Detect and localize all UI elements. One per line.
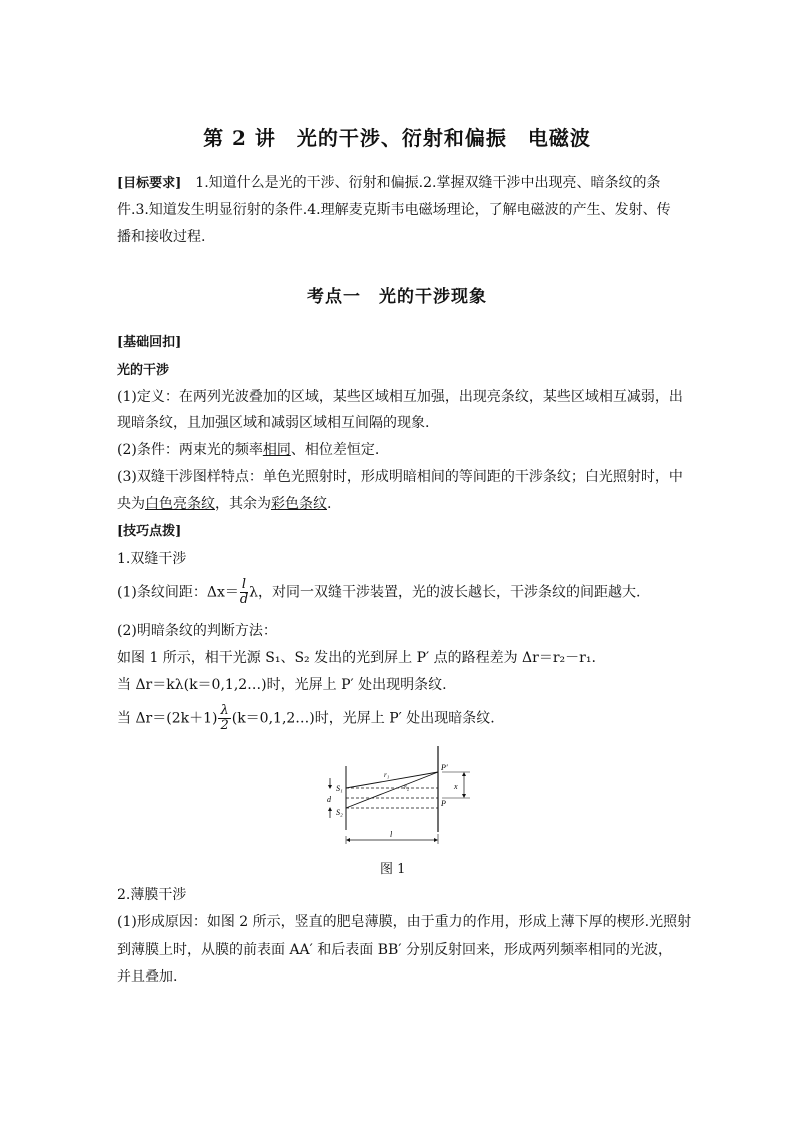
skills-tag: [技巧点拨] (117, 524, 182, 539)
d-arrowhead-bottom (328, 807, 332, 811)
judge-method-line: (2)明暗条纹的判断方法： (117, 623, 277, 639)
learning-objectives (117, 170, 682, 251)
condition-rest: 、相位差恒定. (290, 442, 380, 458)
objectives-tag: [目标要求] (117, 176, 182, 191)
label-p: P (441, 799, 446, 808)
definition-line-1: (1)定义：在两列光波叠加的区域，某些区域相互加强，出现亮条纹，某些区域相互减弱，出 (117, 389, 683, 405)
double-slit-diagram (318, 744, 490, 846)
condition-text: (2)条件：两束光的频率 (117, 442, 263, 458)
l-arrowhead-right (434, 838, 438, 842)
ray-r2 (346, 772, 438, 808)
spacing-text-a: (1)条纹间距：Δx＝ (117, 584, 239, 601)
dark-text-b: (k＝0,1,2…)时，光屏上 P′ 处出现暗条纹. (231, 710, 495, 727)
dark-fringe-line (117, 704, 495, 733)
double-slit-heading: 1.双缝干涉 (117, 551, 187, 567)
feature-line-2 (117, 493, 331, 513)
fringe-spacing-line (117, 578, 641, 607)
spacing-fraction (240, 578, 248, 607)
label-s2: S₂ (336, 808, 343, 817)
feature-text-a: 央为 (117, 496, 145, 512)
x-arrowhead-top (462, 772, 466, 776)
label-d: d (327, 795, 331, 804)
thin-film-line-1: (1)形成原因：如图 2 所示，竖直的肥皂薄膜，由于重力的作用，形成上薄下厚的楔形.光照射 (117, 914, 692, 930)
objectives-text: 1.知道什么是光的干涉、衍射和偏振.2.掌握双缝干涉中出现亮、暗条纹的条件.3.知道发生明显衍射的条件.4.理解麦克斯韦电磁场理论，了解电磁波的产生、发射、传播和接收过程. (117, 175, 671, 245)
feature-line-1: (3)双缝干涉图样特点：单色光照射时，形成明暗相间的等间距的干涉条纹；白光照射时，中 (117, 469, 683, 485)
dark-fraction (218, 704, 230, 733)
label-r1: r₁ (384, 771, 390, 779)
feature-answer-white: 白色亮条纹 (145, 496, 215, 512)
figure-caption: 图 1 (380, 862, 406, 877)
figure-reference-line: 如图 1 所示，相干光源 S₁、S₂ 发出的光到屏上 P′ 点的路程差为 Δr＝r₂－r₁. (117, 650, 596, 666)
fraction-denominator: 2 (220, 718, 229, 733)
x-arrowhead-bottom (462, 794, 466, 798)
thin-film-line-2: 到薄膜上时，从膜的前表面 AA′ 和后表面 BB′ 分别反射回来，形成两列频率相同的光波， (117, 942, 672, 958)
label-r2: r₂ (404, 783, 410, 791)
basics-tag: [基础回扣] (117, 335, 182, 350)
bright-fringe-line: 当 Δr＝kλ(k＝0,1,2…)时，光屏上 P′ 处出现明条纹. (117, 677, 447, 693)
label-s1: S₁ (336, 784, 343, 793)
label-x: x (454, 782, 458, 791)
spacing-text-b: λ，对同一双缝干涉装置，光的波长越长，干涉条纹的间距越大. (249, 584, 641, 601)
dark-text-a: 当 Δr＝(2k＋1) (117, 710, 218, 727)
feature-answer-color: 彩色条纹 (271, 496, 327, 512)
thin-film-heading: 2.薄膜干涉 (117, 887, 187, 903)
definition-line-2: 现暗条纹，且加强区域和减弱区域相互间隔的现象. (117, 415, 430, 431)
feature-text-c: ，其余为 (215, 496, 271, 512)
fraction-numerator: λ (220, 703, 229, 718)
ray-r1 (346, 772, 438, 788)
condition-line (117, 439, 379, 459)
lecture-title: 第 2 讲 光的干涉、衍射和偏振 电磁波 (203, 126, 591, 150)
l-arrowhead-left (346, 838, 350, 842)
section-title: 考点一 光的干涉现象 (307, 287, 487, 307)
interference-heading: 光的干涉 (117, 363, 170, 378)
fraction-denominator: d (239, 592, 249, 607)
d-arrowhead-top (328, 785, 332, 789)
label-l: l (390, 830, 393, 839)
label-p-prime: P′ (441, 763, 448, 772)
fraction-numerator: l (240, 578, 248, 593)
condition-answer: 相同 (262, 442, 291, 458)
thin-film-line-3: 并且叠加. (117, 969, 178, 985)
feature-text-d: . (327, 496, 332, 512)
